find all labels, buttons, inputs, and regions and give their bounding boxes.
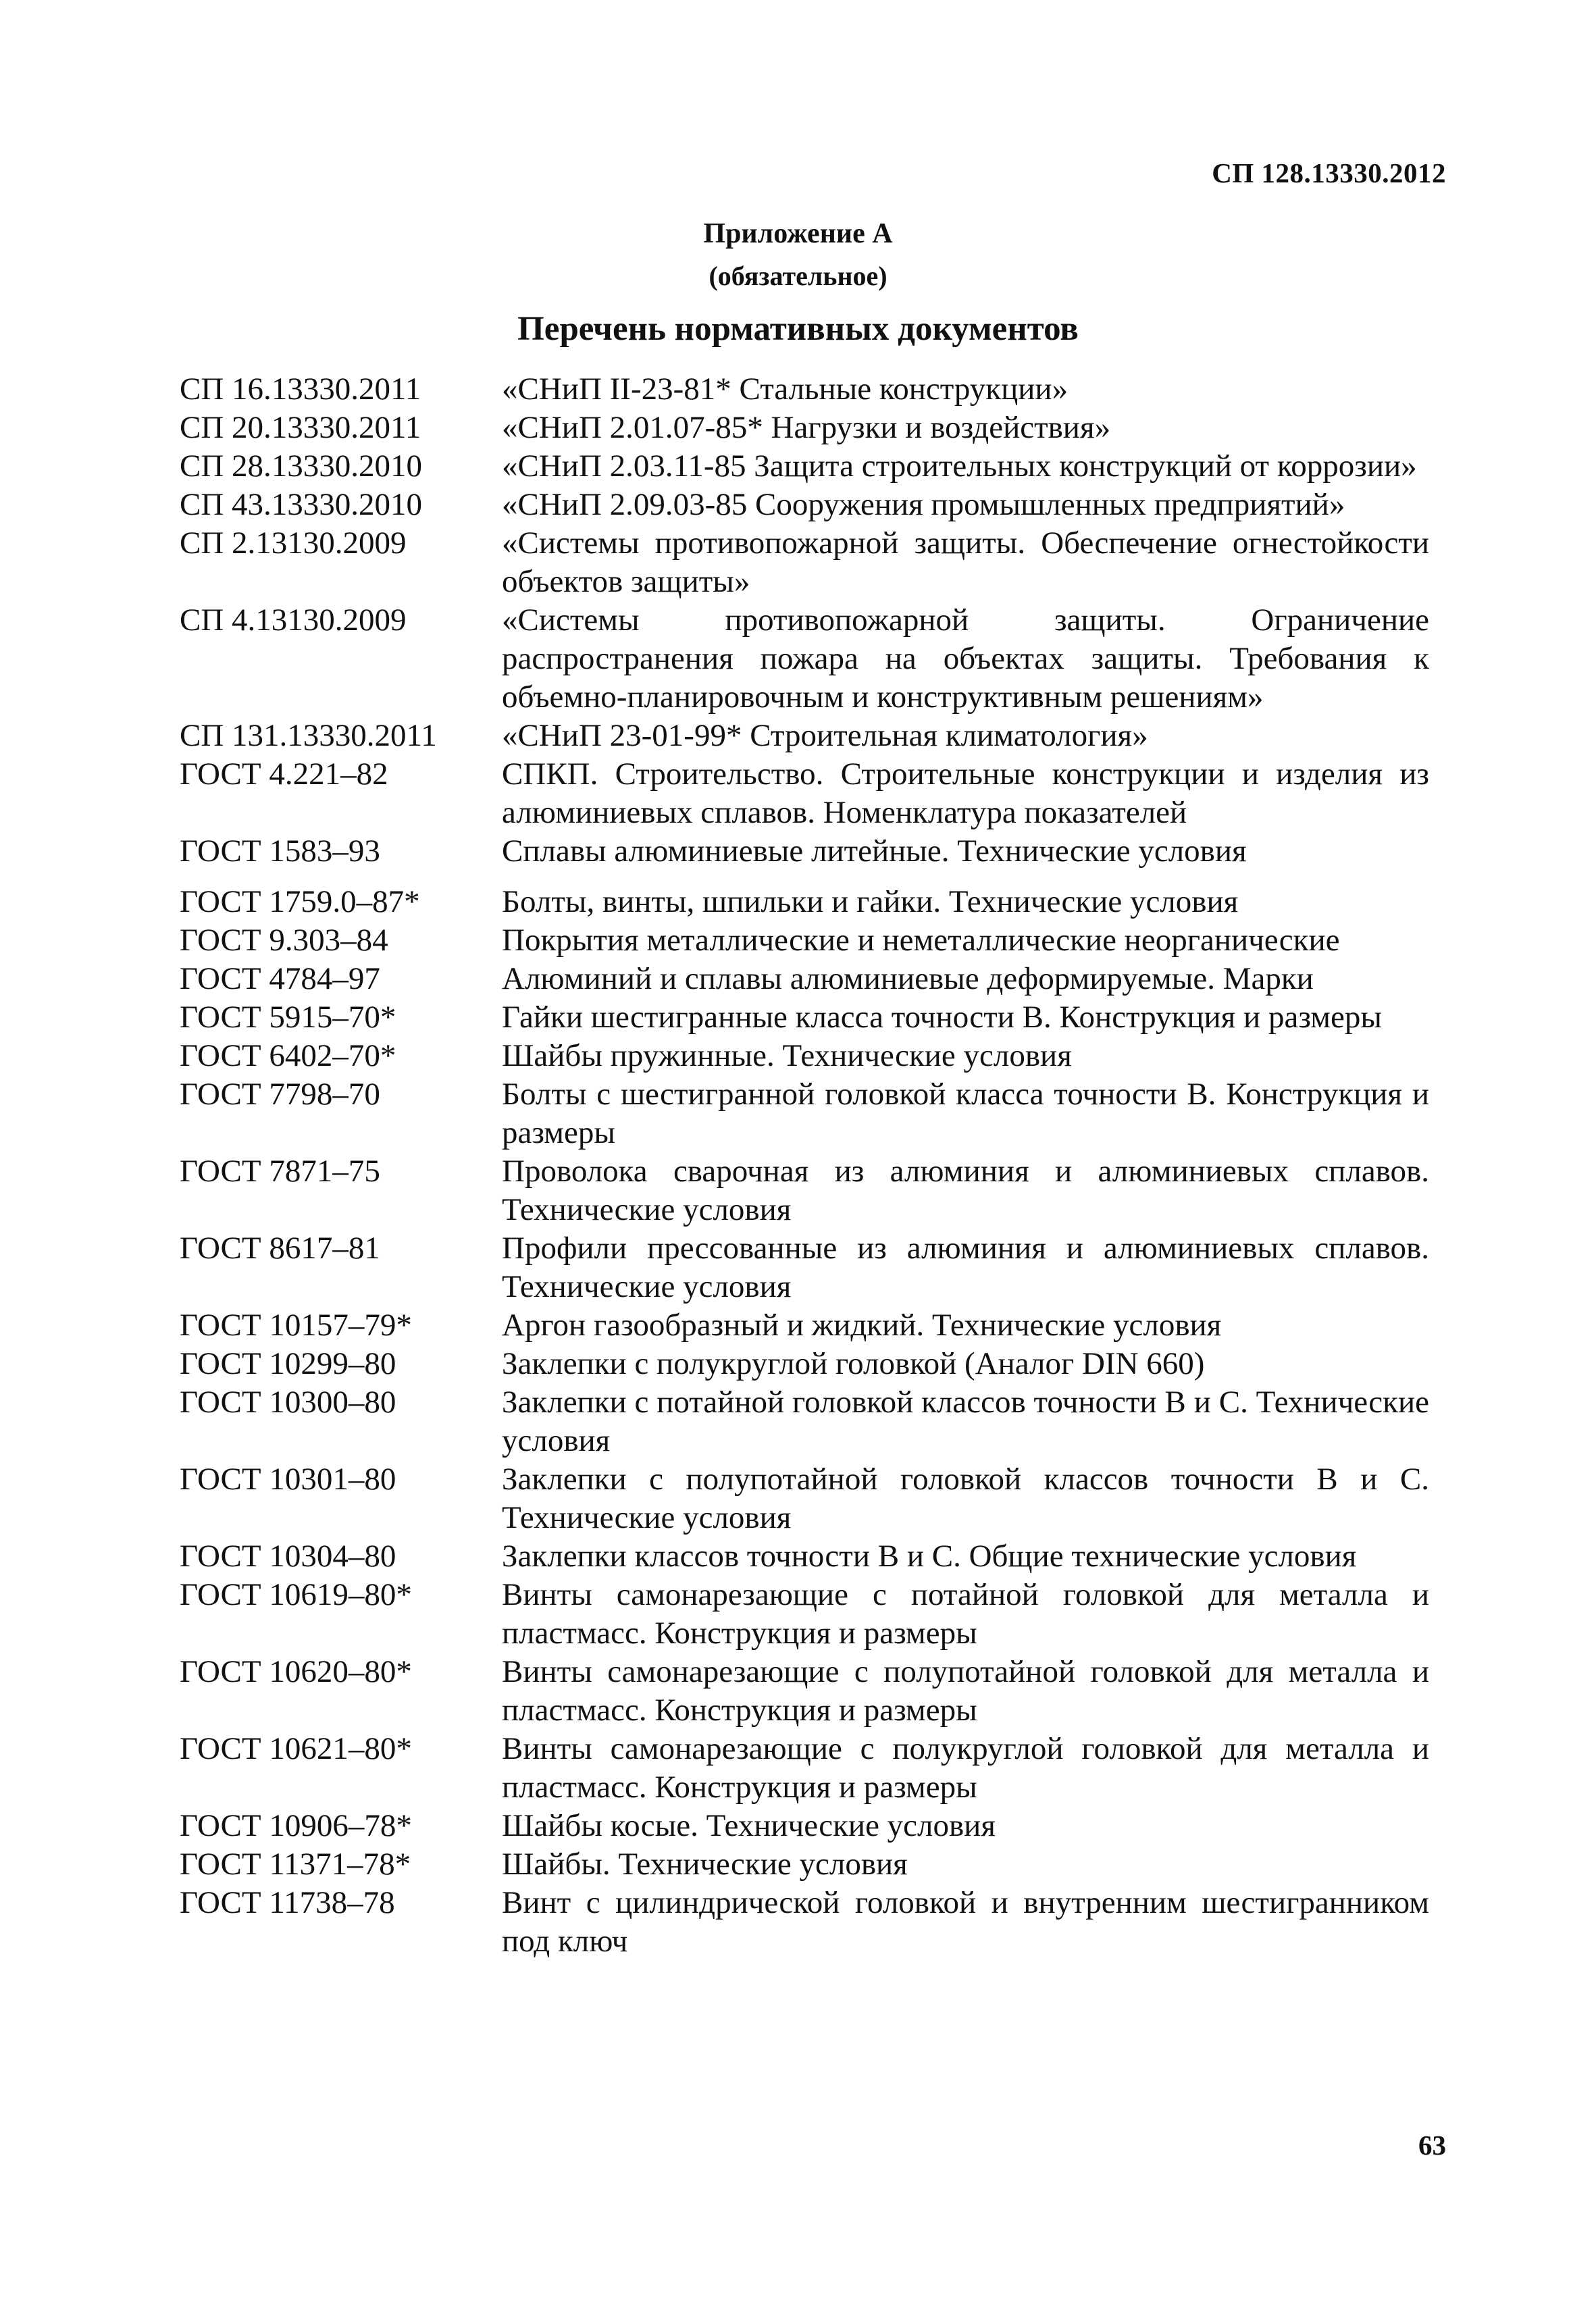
document-code: ГОСТ 10157–79*: [180, 1308, 412, 1343]
document-code: СП 20.13330.2011: [180, 410, 421, 445]
document-code: СП 2.13130.2009: [180, 525, 407, 561]
document-title: Шайбы косые. Технические условия: [502, 1808, 996, 1843]
document-code: СП 16.13330.2011: [180, 371, 421, 407]
document-code: ГОСТ 10906–78*: [180, 1808, 412, 1843]
list-item: [180, 998, 1429, 1037]
document-code: ГОСТ 10619–80*: [180, 1577, 412, 1612]
document-code: ГОСТ 10301–80: [180, 1462, 396, 1497]
appendix-subtitle: (обязательное): [709, 261, 887, 291]
document-code: ГОСТ 10299–80: [180, 1346, 396, 1381]
document-title: Профили прессованные из алюминия и алюминиевых сплавов. Технические условия: [502, 1231, 1429, 1304]
document-code: ГОСТ 11738–78: [180, 1885, 395, 1920]
section-title: Перечень нормативных документов: [517, 310, 1079, 348]
document-title: Винты самонарезающие с потайной головкой для металла и пластмасс. Конструкция и размеры: [502, 1577, 1429, 1651]
list-item: [180, 1884, 1429, 1961]
document-title: «СНиП 2.09.03-85 Сооружения промышленных предприятий»: [502, 487, 1345, 522]
document-title: Гайки шестигранные класса точности В. Конструкция и размеры: [502, 1000, 1382, 1035]
document-code: ГОСТ 5915–70*: [180, 1000, 396, 1035]
appendix-title: Приложение А: [703, 218, 893, 249]
list-item: [180, 1537, 1429, 1576]
list-item: [180, 1152, 1429, 1229]
list-item: [180, 960, 1429, 998]
page-number: 63: [1418, 2130, 1446, 2161]
document-code: ГОСТ 10621–80*: [180, 1731, 412, 1766]
document-title: Покрытия металлические и неметаллические неорганические: [502, 923, 1340, 958]
document-title: Болты с шестигранной головкой класса точности В. Конструкция и размеры: [502, 1077, 1429, 1150]
list-item: [180, 1306, 1429, 1345]
document-title: «СНиП 23-01-99* Строительная климатология»: [502, 718, 1148, 753]
document-title: Болты, винты, шпильки и гайки. Технические условия: [502, 884, 1239, 919]
document-code: СП 131.13330.2011: [180, 718, 437, 753]
document-title: Винты самонарезающие с полукруглой головкой для металла и пластмасс. Конструкция и размеры: [502, 1731, 1429, 1805]
document-title: «Системы противопожарной защиты. Ограничение распространения пожара на объектах защиты. Требования к объемно-планировочным и конструктивным решениям»: [502, 602, 1429, 715]
list-item: [180, 1075, 1429, 1152]
list-item: [180, 1229, 1429, 1306]
document-title: Проволока сварочная из алюминия и алюминиевых сплавов. Технические условия: [502, 1154, 1429, 1227]
list-item: [180, 1345, 1429, 1383]
document-code: ГОСТ 4784–97: [180, 961, 380, 996]
list-item: [180, 832, 1429, 871]
normative-documents-list: [180, 370, 1429, 1961]
document-code: ГОСТ 11371–78*: [180, 1847, 411, 1882]
document-code: СП 4.13130.2009: [180, 602, 407, 638]
list-item: [180, 755, 1429, 832]
document-code: ГОСТ 10300–80: [180, 1385, 396, 1420]
document-code: ГОСТ 4.221–82: [180, 756, 388, 792]
document-code: ГОСТ 7871–75: [180, 1154, 380, 1189]
document-code: СП 43.13330.2010: [180, 487, 423, 522]
document-title: Винт с цилиндрической головкой и внутренним шестигранником под ключ: [502, 1885, 1429, 1959]
list-item: [180, 883, 1429, 921]
document-title: СПКП. Строительство. Строительные конструкции и изделия из алюминиевых сплавов. Номенклатура показателей: [502, 756, 1429, 830]
document-title: Заклепки с полукруглой головкой (Аналог DIN 660): [502, 1346, 1205, 1381]
list-item: [180, 370, 1429, 409]
document-code-header: СП 128.13330.2012: [1212, 157, 1446, 188]
list-item: [180, 409, 1429, 447]
document-code: ГОСТ 1759.0–87*: [180, 884, 420, 919]
document-title: Шайбы пружинные. Технические условия: [502, 1038, 1072, 1073]
document-code: ГОСТ 6402–70*: [180, 1038, 396, 1073]
list-item: [180, 717, 1429, 755]
document-code: ГОСТ 8617–81: [180, 1231, 380, 1266]
list-item: [180, 1037, 1429, 1075]
document-title: «СНиП 2.03.11-85 Защита строительных конструкций от коррозии»: [502, 448, 1417, 484]
document-title: Аргон газообразный и жидкий. Технические условия: [502, 1308, 1222, 1343]
list-item: [180, 601, 1429, 717]
list-item: [180, 524, 1429, 601]
document-code: ГОСТ 9.303–84: [180, 923, 388, 958]
document-title: Винты самонарезающие с полупотайной головкой для металла и пластмасс. Конструкция и размеры: [502, 1654, 1429, 1728]
list-item: [180, 1460, 1429, 1537]
list-item: [180, 447, 1429, 486]
document-code: ГОСТ 10304–80: [180, 1539, 396, 1574]
list-item: [180, 1807, 1429, 1845]
list-item: [180, 1576, 1429, 1653]
document-code: СП 28.13330.2010: [180, 448, 423, 484]
document-title: «СНиП II-23-81* Стальные конструкции»: [502, 371, 1069, 407]
document-code: ГОСТ 7798–70: [180, 1077, 380, 1112]
document-code: ГОСТ 10620–80*: [180, 1654, 412, 1689]
list-item: [180, 921, 1429, 960]
document-title: Заклепки с потайной головкой классов точности В и С. Технические условия: [502, 1385, 1429, 1458]
document-code: ГОСТ 1583–93: [180, 833, 380, 869]
document-title: «Системы противопожарной защиты. Обеспечение огнестойкости объектов защиты»: [502, 525, 1429, 599]
list-item: [180, 1730, 1429, 1807]
document-title: Алюминий и сплавы алюминиевые деформируемые. Марки: [502, 961, 1314, 996]
document-title: Заклепки с полупотайной головкой классов точности В и С. Технические условия: [502, 1462, 1429, 1535]
document-title: «СНиП 2.01.07-85* Нагрузки и воздействия»: [502, 410, 1111, 445]
list-item: [180, 486, 1429, 524]
list-item: [180, 1383, 1429, 1460]
document-title: Заклепки классов точности В и С. Общие технические условия: [502, 1539, 1357, 1574]
document-title: Шайбы. Технические условия: [502, 1847, 908, 1882]
list-item: [180, 1845, 1429, 1884]
list-item: [180, 1653, 1429, 1730]
document-title: Сплавы алюминиевые литейные. Технические условия: [502, 833, 1247, 869]
